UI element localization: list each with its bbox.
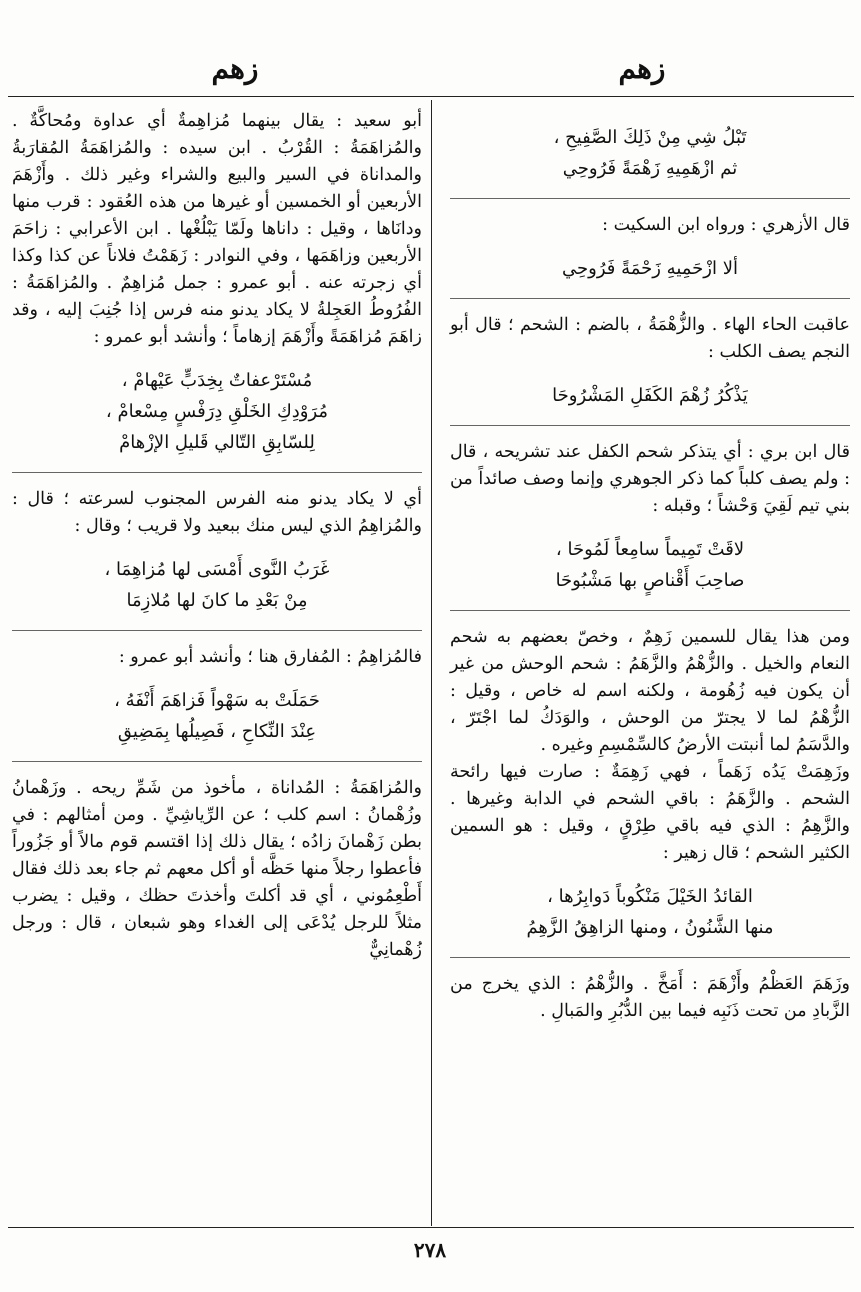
verse-line: لاقَتْ تَمِيماً سامِعاً لَمُوحَا ،: [555, 539, 745, 560]
bottom-rule: [8, 1227, 854, 1228]
verse: [450, 534, 850, 596]
header-right-word: زهم: [618, 52, 666, 85]
header-left-word: زهم: [211, 52, 259, 85]
separator: [12, 630, 422, 632]
verse-line: صاحِبَ أَقْناصٍ بها مَشْبُوحَا: [555, 570, 745, 591]
verse-line: حَمَلَتْ به سَهْواً فَزاهَمَ أَنْفَهُ ،: [114, 690, 320, 711]
verse-line: مُسْتَرْعفاتٌ بِخِدَبٍّ عَيْهامْ ،: [121, 370, 313, 391]
paragraph: ومن هذا يقال للسمين زَهِمٌ ، وخصّ بعضهم به شحم النعام والخيل . والزُّهْمُ والزَّهَمُ : شحم الوحش من غير أن يكون فيه زُهُومة ، ولكنه اسم له خاص ، وقيل : الزُّهْمُ لما لا يجترّ من الوحش ، والوَدَكُ لما اجْتَرّ ، والدَّسَمُ لما أنبتت الأرضُ كالسِّمْسِمِ وغيره .: [450, 627, 850, 755]
verse-line: منها الشَّنُونُ ، ومنها الزاهِقُ الزَّهِمُ: [526, 917, 774, 938]
verse-line: ألا ازْحَمِيهِ زَحْمَةً فَرُوحِي: [562, 258, 738, 279]
verse-line: غَرَبُ النَّوى أَمْسَى لها مُزاهِمَا ،: [104, 559, 330, 580]
verse-line: مِنْ بَعْدِ ما كانَ لها مُلازِمَا: [126, 590, 308, 611]
verse-line: تَبْلُ شِي مِنْ ذَلِكَ الصَّفِيحِ ،: [553, 127, 747, 148]
verse-line: ثم ازْهَمِيهِ زَهْمَةً فَرُوحِي: [562, 158, 738, 179]
paragraph: والمُزاهَمَةُ : المُداناة ، مأخوذ من شَمِّ ريحه . وزَهْمانُ وزُهْمانُ : اسم كلب ؛ عن الرِّياشِيِّ . ومن أمثالهم : في بطن زَهْمانَ زادُه ؛ يقال ذلك إذا اقتسم قوم مالاً أو جَزُوراً فأعطوا رجلاً منها حَظَّه أو أكل معهم ثم جاء بعد ذلك فقال أَطْعِمُوني ، أي قد أكلتَ وأخذتَ حظك ، وقيل : يضرب مثلاً للرجل يُدْعَى إلى الغداء وهو شبعان ، قال : ورجل زُهْمانِيٌّ: [12, 778, 422, 960]
separator: [12, 472, 422, 474]
verse-line: القائدُ الخَيْلَ مَنْكُوباً دَوابِرُها ،: [547, 886, 753, 907]
separator: [450, 198, 850, 200]
verse: [12, 685, 422, 747]
paragraph: أبو سعيد : يقال بينهما مُزاهِمةٌ أي عداوة ومُحاكَّةٌ . والمُزاهَمَةُ : القُرْبُ . ابن سيده : والمُزاهَمَةُ المُقارَبةُ والمداناة في السير والبيع والشراء وغير ذلك . وأَزْهَمَ الأربعين أو الخمسين أو غيرها من هذه العُقود : قرب منها ودانَاها ، وقيل : داناها ولَمّا يَبْلُغْها . ابن الأعرابي : زاحَمَ الأربعين وزاهَمَها ، وفي النوادر : زَهَمْتُ فلاناً عن كذا وكذا أي زجرته عنه . أبو عمرو : جمل مُزاهِمٌ . والمُزاهَمَةُ : الفُرُوطُ العَجِلةُ لا يكاد يدنو منه فرس إذا جُنِبَ إليه ، وقد زاهَمَ مُزاهَمَةً وأَزْهَمَ إزهاماً ؛ وأنشد أبو عمرو :: [12, 111, 422, 347]
verse: [450, 881, 850, 943]
verse-line: لِلسّابِقِ التّالي قَليلِ الإزْهامْ: [119, 432, 315, 453]
paragraph: عاقبت الحاء الهاء . والزُّهْمَةُ ، بالضم : الشحم ؛ قال أبو النجم يصف الكلب :: [450, 315, 850, 362]
top-rule: [8, 96, 854, 97]
paragraph: قال ابن بري : أي يتذكر شحم الكفل عند تشريحه ، قال : ولم يصف كلباً كما ذكر الجوهري وإنما وصف صائداً من بني تيم لَقِيَ وَحْشاً ؛ وقبله :: [450, 442, 850, 516]
separator: [450, 610, 850, 612]
separator: [450, 298, 850, 300]
paragraph: أي لا يكاد يدنو منه الفرس المجنوب لسرعته ؛ قال : والمُزاهِمُ الذي ليس منك ببعيد ولا قريب ؛ وقال :: [12, 489, 422, 536]
separator: [12, 761, 422, 763]
right-column: [450, 108, 850, 1025]
left-column: [12, 108, 422, 964]
verse: [12, 554, 422, 616]
verse-line: يَذْكُرُ زُهْمَ الكَفَلِ المَشْرُوحَا: [552, 385, 748, 406]
paragraph: وزَهَمَ العَظْمُ وأَزْهَمَ : أَمَخَّ . والزُّهْمُ : الذي يخرج من الزَّبادِ من تحت ذَنَبِه فيما بين الدُّبُرِ والمَبالِ .: [450, 974, 850, 1021]
paragraph: فالمُزاهِمُ : المُفارق هنا ؛ وأنشد أبو عمرو :: [118, 647, 422, 667]
separator: [450, 957, 850, 959]
separator: [450, 425, 850, 427]
column-divider: [431, 100, 432, 1226]
verse-line: مُرَوْدِكِ الخَلْقِ دِرَفْسٍ مِسْعامْ ،: [105, 401, 329, 422]
paragraph: وزَهِمَتْ يَدُه زَهَماً ، فهي زَهِمَةٌ : صارت فيها رائحة الشحم . والزَّهَمُ : باقي الشحم في الدابة وغيرها . والزَّهِمُ : الذي فيه باقي طِرْقٍ ، وقيل : هو السمين الكثير الشحم ؛ قال زهير :: [450, 762, 850, 863]
page-number: ٢٧٨: [413, 1238, 447, 1262]
verse: [12, 365, 422, 458]
verse: [450, 380, 850, 411]
paragraph: قال الأزهري : ورواه ابن السكيت :: [602, 215, 850, 235]
verse: [450, 253, 850, 284]
verse-line: عِنْدَ النِّكاحِ ، فَصِيلُها بِمَضِيقِ: [117, 721, 317, 742]
verse: [450, 122, 850, 184]
